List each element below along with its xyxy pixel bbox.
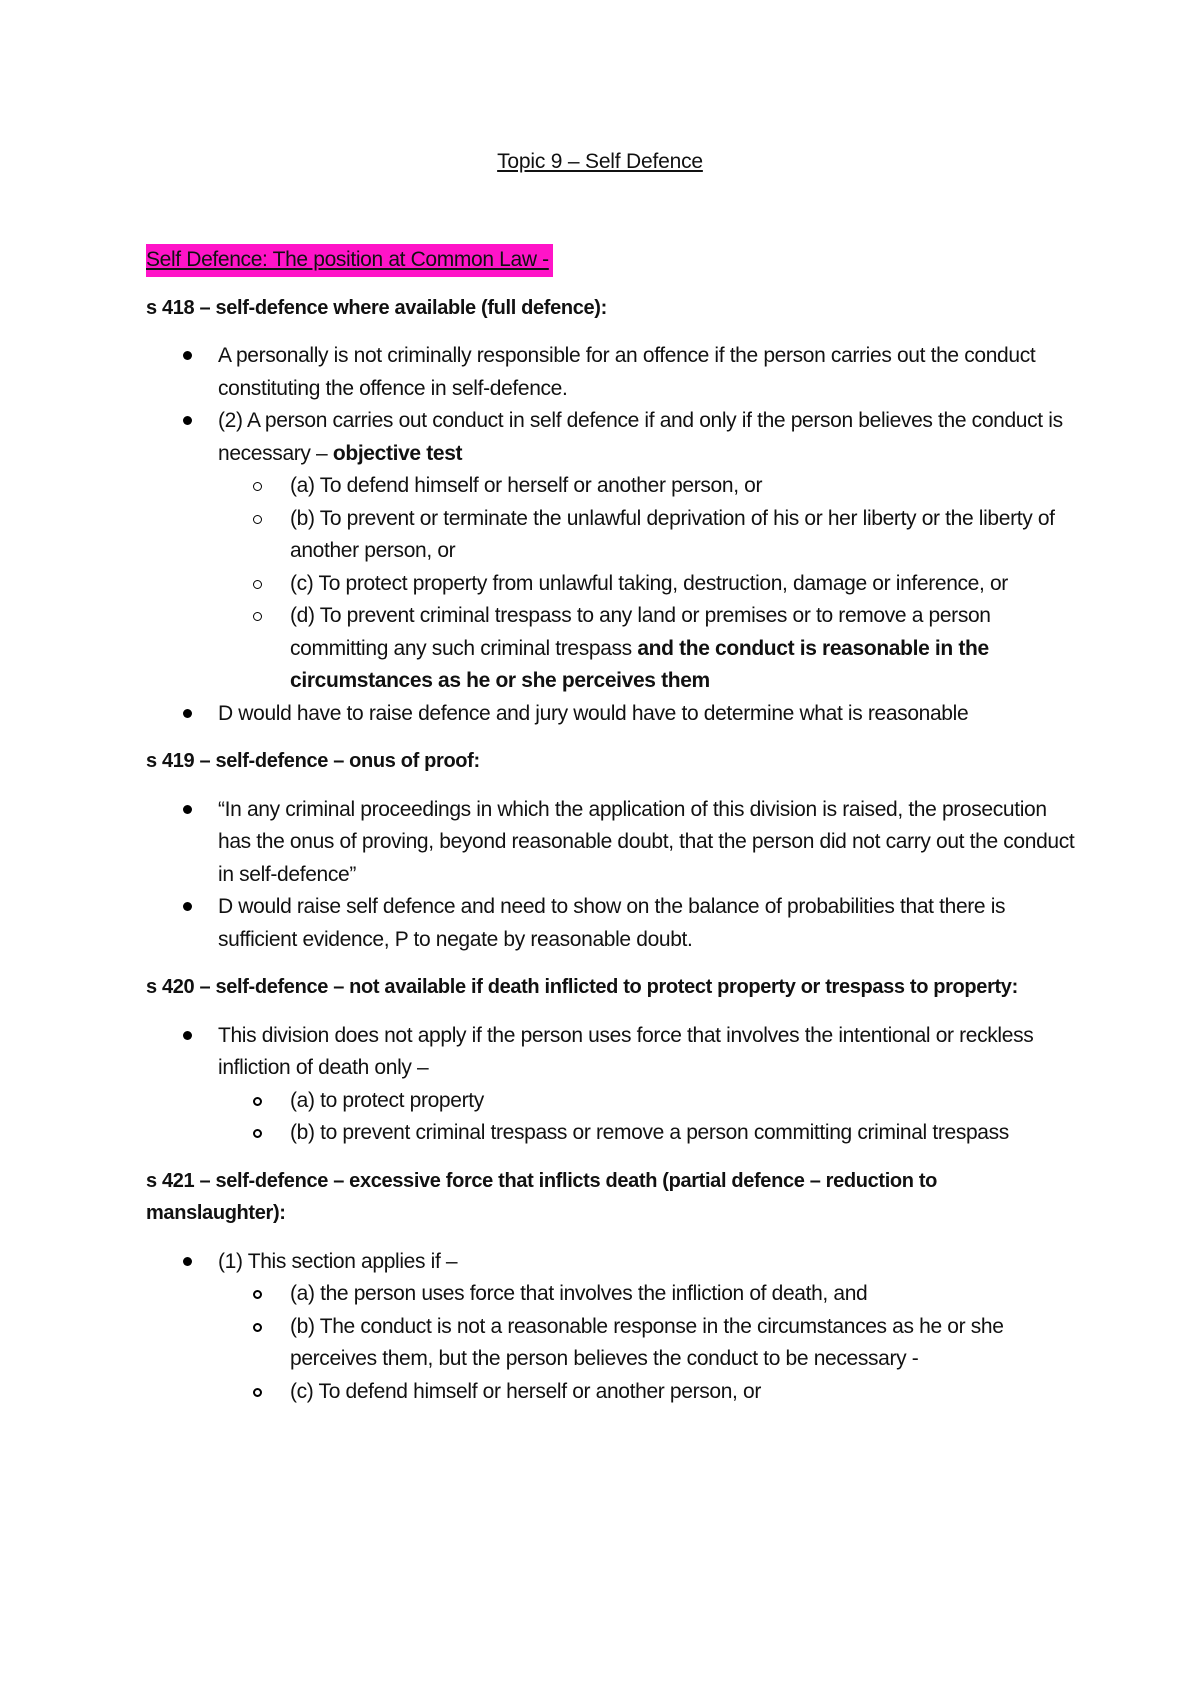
- list-item: [290, 1085, 1076, 1118]
- list-item: [218, 340, 1076, 405]
- s420-sub-a: (a) to protect property: [290, 1088, 484, 1112]
- hollow-circle-bullet-icon: [253, 1290, 262, 1299]
- s419-list: [146, 794, 1076, 957]
- bullet-icon: [183, 351, 192, 360]
- document-body: [146, 244, 1076, 1408]
- s420-list: [146, 1020, 1076, 1150]
- s418-sub-a: (a) To defend himself or herself or another person, or: [290, 474, 763, 497]
- s421-sublist: [218, 1278, 1076, 1408]
- s420-sub-b: (b) to prevent criminal trespass or remove a person committing criminal trespass: [290, 1121, 1009, 1144]
- hollow-circle-bullet-icon: [253, 580, 262, 589]
- bullet-icon: [183, 1031, 192, 1040]
- list-item: [290, 1311, 1076, 1376]
- s418-bullet3-text: D would have to raise defence and jury would have to determine what is reasonable: [218, 701, 969, 725]
- s418-sub-d-bold: and the conduct is reasonable in the circumstances as he or she perceives them: [290, 636, 989, 692]
- list-item: [290, 503, 1076, 568]
- hollow-circle-bullet-icon: [253, 1097, 262, 1106]
- s419-heading: s 419 – self-defence – onus of proof:: [146, 750, 480, 772]
- bullet-icon: [183, 805, 192, 814]
- list-item: [290, 1117, 1076, 1150]
- list-item: [290, 1376, 1076, 1409]
- s418-bullet1-text: A personally is not criminally responsible for an offence if the person carries out the conduct constituting the offence in self-defence.: [218, 344, 1036, 400]
- list-item: [218, 1246, 1076, 1409]
- list-item: [290, 470, 1076, 503]
- hollow-circle-bullet-icon: [253, 1323, 262, 1332]
- s421-sub-b: (b) The conduct is not a reasonable response in the circumstances as he or she perceives them, but the person believes the conduct to be necessary -: [290, 1314, 1004, 1370]
- s418-list: [146, 340, 1076, 730]
- s418-sub-c: (c) To protect property from unlawful taking, destruction, damage or inference, or: [290, 571, 1008, 595]
- list-item: [290, 600, 1076, 698]
- list-item: [218, 1020, 1076, 1150]
- s418-sub-d: (d) To prevent criminal trespass to any land or premises or to remove a person committing any such criminal trespass: [290, 604, 991, 660]
- hollow-circle-bullet-icon: [253, 1388, 262, 1397]
- s418-sublist: [218, 470, 1076, 698]
- s418-sub-b: (b) To prevent or terminate the unlawful deprivation of his or her liberty or the liberty of another person, or: [290, 506, 1055, 562]
- hollow-circle-bullet-icon: [253, 1129, 262, 1138]
- s420-sublist: [218, 1085, 1076, 1150]
- s419-bullet2-text: D would raise self defence and need to show on the balance of probabilities that there is sufficient evidence, P to negate by reasonable doubt.: [218, 895, 1006, 951]
- list-item: [218, 405, 1076, 698]
- s421-sub-c: (c) To defend himself or herself or another person, or: [290, 1379, 761, 1403]
- hollow-circle-bullet-icon: [253, 612, 262, 621]
- hollow-circle-bullet-icon: [253, 515, 262, 524]
- s421-heading: s 421 – self-defence – excessive force that inflicts death (partial defence – reduction to manslaughter):: [146, 1169, 938, 1224]
- s421-sub-a: (a) the person uses force that involves the infliction of death, and: [290, 1282, 868, 1305]
- bullet-icon: [183, 416, 192, 425]
- list-item: [290, 568, 1076, 601]
- s418-bullet2-bold: objective test: [332, 441, 463, 465]
- s418-bullet2-text: (2) A person carries out conduct in self defence if and only if the person believes the conduct is necessary –: [218, 409, 1063, 465]
- list-item: [218, 698, 1076, 731]
- bullet-icon: [183, 1257, 192, 1266]
- document-title: Topic 9 – Self Defence: [497, 150, 703, 173]
- s419-bullet1-text: “In any criminal proceedings in which the application of this division is raised, the prosecution has the onus of proving, beyond reasonable doubt, that the person did not carry out the conduct in self-defence”: [218, 797, 1075, 886]
- list-item: [290, 1278, 1076, 1311]
- list-item: [218, 794, 1076, 892]
- s418-heading: s 418 – self-defence where available (full defence):: [146, 296, 607, 319]
- s420-bullet1-text: This division does not apply if the person uses force that involves the intentional or reckless infliction of death only –: [218, 1023, 1034, 1079]
- s421-bullet1-text: (1) This section applies if –: [218, 1249, 458, 1273]
- bullet-icon: [183, 709, 192, 718]
- s420-heading: s 420 – self-defence – not available if death inflicted to protect property or trespass to property:: [146, 976, 1018, 998]
- hollow-circle-bullet-icon: [253, 482, 262, 491]
- s421-list: [146, 1246, 1076, 1409]
- list-item: [218, 891, 1076, 956]
- bullet-icon: [183, 902, 192, 911]
- section-heading-common-law: Self Defence: The position at Common Law -: [146, 244, 553, 277]
